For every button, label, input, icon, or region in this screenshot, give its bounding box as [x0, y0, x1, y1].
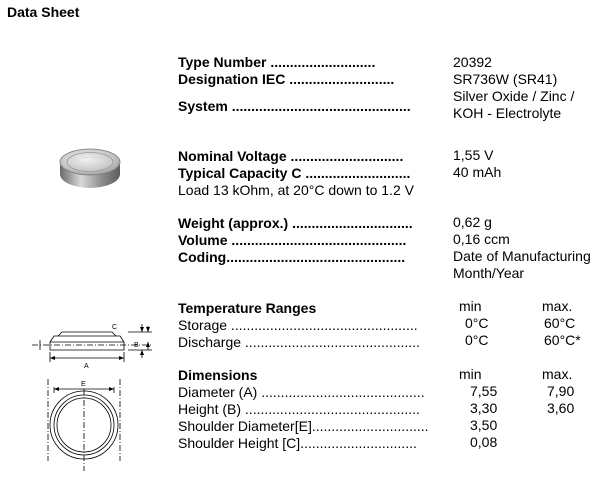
- coding-value-line1: Date of Manufacturing: [453, 248, 591, 264]
- dimensions-heading: Dimensions: [178, 367, 258, 383]
- weight-label: Weight (approx.) ...............................: [178, 215, 413, 231]
- nominal-voltage-label: Nominal Voltage .............................: [178, 148, 404, 164]
- volume-value: 0,16 ccm: [453, 231, 510, 247]
- dim-label-b: B: [134, 342, 139, 349]
- shoulder-diameter-label: Shoulder Diameter[E]..............................: [178, 418, 429, 434]
- shoulder-height-label: Shoulder Height [C]..............................: [178, 435, 417, 451]
- storage-label: Storage ................................................: [178, 317, 418, 333]
- diameter-max: 7,90: [547, 383, 575, 399]
- height-label: Height (B) .............................................: [178, 401, 420, 417]
- temperature-min-header: min: [459, 298, 482, 314]
- dimensions-min-header: min: [459, 366, 482, 382]
- dim-label-c: C: [112, 324, 118, 331]
- system-value-line2: KOH - Electrolyte: [453, 105, 562, 121]
- dim-label-a: A: [84, 363, 89, 370]
- discharge-label: Discharge .............................................: [178, 334, 420, 350]
- type-number-value: 20392: [453, 54, 492, 70]
- diameter-label: Diameter (A) ..........................................: [178, 384, 425, 400]
- svg-text:· · · · · · ·: · · · · · · ·: [82, 155, 98, 160]
- system-value-line1: Silver Oxide / Zinc /: [453, 88, 575, 104]
- temperature-heading: Temperature Ranges: [178, 300, 317, 316]
- typical-capacity-label: Typical Capacity C ...........................: [178, 165, 411, 181]
- designation-iec-value: SR736W (SR41): [453, 71, 558, 87]
- typical-capacity-value: 40 mAh: [453, 164, 502, 180]
- system-label: System ..............................................: [178, 98, 411, 114]
- coding-label: Coding..............................................: [178, 249, 406, 265]
- weight-value: 0,62 g: [453, 214, 492, 230]
- battery-top-view-drawing: [28, 375, 148, 475]
- temperature-max-header: max.: [542, 298, 573, 314]
- designation-iec-label: Designation IEC ...........................: [178, 71, 395, 87]
- height-min: 3,30: [470, 400, 498, 416]
- nominal-voltage-value: 1,55 V: [453, 147, 494, 163]
- capacity-load-note: Load 13 kOhm, at 20°C down to 1.2 V: [178, 182, 414, 198]
- dim-label-e: E: [81, 381, 86, 388]
- type-number-label: Type Number ...........................: [178, 54, 376, 70]
- coding-value-line2: Month/Year: [453, 265, 525, 281]
- storage-min: 0°C: [465, 315, 489, 331]
- dimensions-max-header: max.: [542, 366, 573, 382]
- shoulder-height-min: 0,08: [470, 434, 498, 450]
- volume-label: Volume .............................................: [178, 232, 407, 248]
- battery-photo: [54, 146, 126, 192]
- height-max: 3,60: [547, 400, 575, 416]
- discharge-max: 60°C*: [544, 332, 581, 348]
- battery-side-view-drawing: [28, 318, 156, 370]
- discharge-min: 0°C: [465, 332, 489, 348]
- shoulder-diameter-min: 3,50: [470, 417, 498, 433]
- page-title: Data Sheet: [7, 4, 80, 20]
- storage-max: 60°C: [544, 315, 576, 331]
- diameter-min: 7,55: [470, 383, 498, 399]
